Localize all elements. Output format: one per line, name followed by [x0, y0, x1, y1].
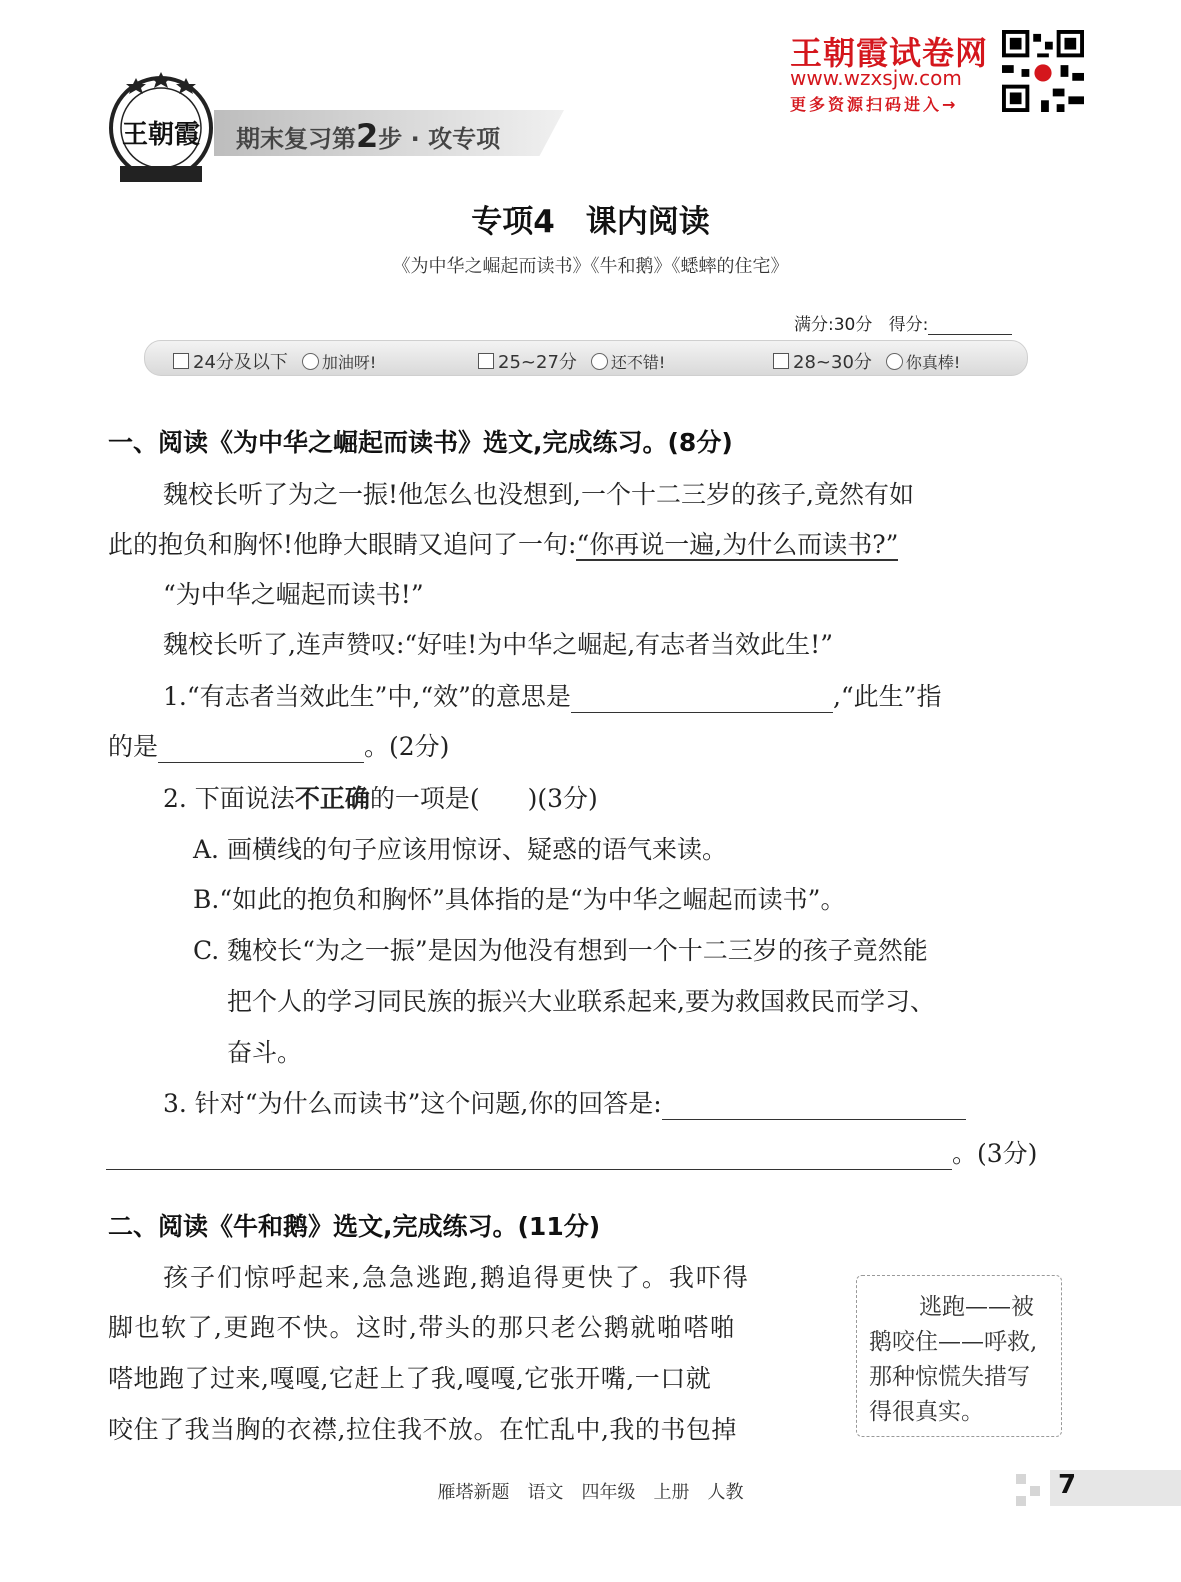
note-line: 那种惊慌失措写: [869, 1364, 1030, 1390]
note-line: 鹅咬住——呼救,: [869, 1329, 1038, 1355]
rating-option[interactable]: 25~27分 还不错!: [478, 348, 665, 374]
smiley-icon: [302, 353, 319, 370]
passage-line: 嗒地跑了过来,嘎嘎,它赶上了我,嘎嘎,它张开嘴,一口就: [108, 1364, 712, 1393]
annotation-note: [856, 1275, 1062, 1437]
page-title: 专项4 课内阅读: [471, 204, 710, 240]
brand-title[interactable]: 王朝霞试卷网: [790, 34, 989, 72]
score-blank[interactable]: [928, 316, 1012, 335]
footer-info: 雁塔新题 语文 四年级 上册 人教: [437, 1482, 744, 1503]
passage-line: 咬住了我当胸的衣襟,拉住我不放。在忙乱中,我的书包掉: [108, 1415, 737, 1444]
answer-blank[interactable]: [571, 688, 833, 713]
option-b: B.“如此的抱负和胸怀”具体指的是“为中华之崛起而读书”。: [193, 885, 846, 914]
question-3-cont: 。(3分): [106, 1134, 1037, 1170]
logo-text: 王朝霞: [122, 120, 201, 150]
answer-blank[interactable]: [106, 1145, 952, 1170]
rating-bar: [144, 340, 1028, 376]
checkbox[interactable]: [173, 353, 189, 369]
rating-option[interactable]: 28~30分 你真棒!: [773, 348, 960, 374]
question-3: 3. 针对“为什么而读书”这个问题,你的回答是:: [163, 1084, 966, 1120]
option-a: A. 画横线的句子应该用惊讶、疑惑的语气来读。: [193, 835, 727, 864]
score-line: 满分:30分 得分:: [794, 310, 1012, 335]
underlined-sentence: “你再说一遍,为什么而读书?”: [576, 530, 899, 559]
passage-line: 此的抱负和胸怀!他睁大眼睛又追问了一句:“你再说一遍,为什么而读书?”: [108, 530, 899, 559]
passage-line: 孩子们惊呼起来,急急逃跑,鹅追得更快了。我吓得: [163, 1263, 750, 1292]
option-c: C. 魏校长“为之一振”是因为他没有想到一个十二三岁的孩子竟然能: [193, 936, 928, 965]
question-2: 2. 下面说法不正确的一项是( )(3分): [163, 784, 598, 813]
passage-line: 魏校长听了,连声赞叹:“好哇!为中华之崛起,有志者当效此生!”: [163, 630, 833, 659]
page-subtitle: 《为中华之崛起而读书》《牛和鹅》《蟋蟀的住宅》: [392, 256, 789, 277]
question-1-cont: 的是 。(2分): [108, 732, 450, 761]
qr-code-icon[interactable]: [1002, 30, 1084, 112]
option-c-cont: 奋斗。: [227, 1038, 303, 1067]
passage-line: 脚也软了,更跑不快。这时,带头的那只老公鹅就啪嗒啪: [108, 1313, 737, 1342]
note-line: 得很真实。: [869, 1399, 984, 1425]
question-1: 1.“有志者当效此生”中,“效”的意思是 ,“此生”指: [163, 682, 942, 711]
brand-more-link[interactable]: 更多资源扫码进入→: [790, 95, 959, 114]
smiley-icon: [591, 353, 608, 370]
brand-url[interactable]: www.wzxsjw.com: [790, 66, 962, 90]
passage-line: “为中华之崛起而读书!”: [163, 580, 424, 609]
answer-blank[interactable]: [158, 738, 364, 763]
option-c-cont: 把个人的学习同民族的振兴大业联系起来,要为救国救民而学习、: [227, 987, 935, 1016]
banner-text: 期末复习第2步 · 攻专项: [236, 117, 501, 155]
page-number: 7: [1058, 1470, 1077, 1500]
smiley-icon: [886, 353, 903, 370]
checkbox[interactable]: [773, 353, 789, 369]
rating-option[interactable]: 24分及以下 加油呀!: [173, 348, 376, 374]
note-line: 逃跑——被: [919, 1294, 1034, 1320]
passage-line: 魏校长听了为之一振!他怎么也没想到,一个十二三岁的孩子,竟然有如: [163, 480, 914, 509]
answer-blank[interactable]: [662, 1095, 966, 1120]
checkbox[interactable]: [478, 353, 494, 369]
section1-heading: 一、阅读《为中华之崛起而读书》选文,完成练习。(8分): [108, 428, 733, 457]
section2-heading: 二、阅读《牛和鹅》选文,完成练习。(11分): [108, 1212, 601, 1241]
